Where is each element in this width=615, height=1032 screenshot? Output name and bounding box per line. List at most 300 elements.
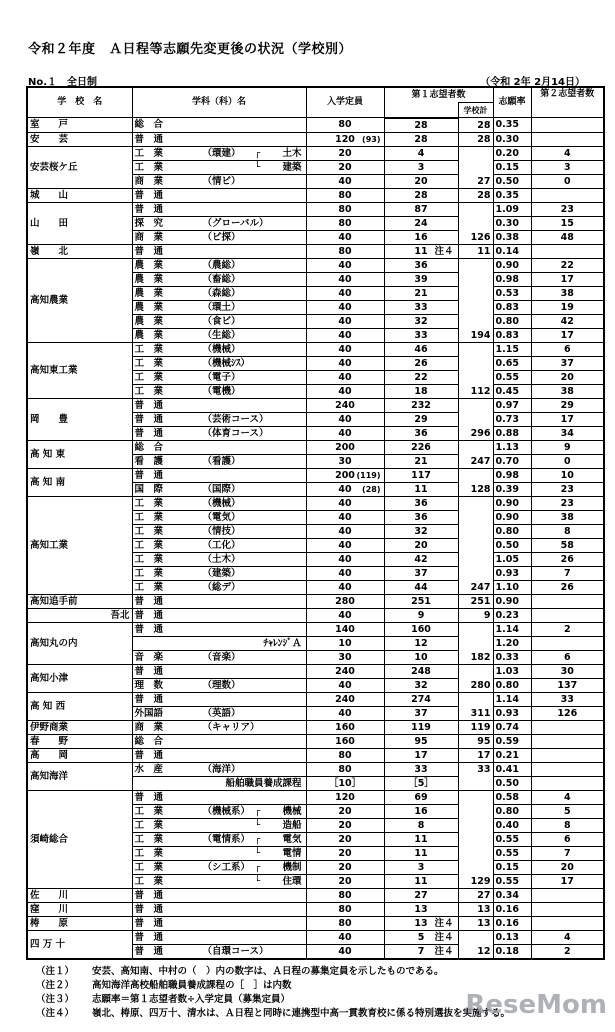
capacity-value: 80: [338, 217, 352, 229]
table-row: [27, 930, 604, 944]
first-choice-value: 251: [411, 595, 431, 607]
footnote-key: （注４）: [36, 1008, 75, 1019]
first-choice-cell: [384, 902, 458, 916]
school-name: 安芸桜ケ丘: [27, 146, 132, 188]
table-row: [27, 888, 604, 902]
first-choice-cell: [384, 482, 458, 496]
capacity-cell: [306, 916, 384, 930]
page-title: 令和２年度 Ａ日程等志願先変更後の状況（学校別）: [28, 42, 353, 57]
first-choice-cell: [384, 118, 458, 133]
application-rate: 0.14: [493, 244, 531, 258]
school-name: 山 田: [27, 202, 132, 244]
second-choice-value: 8: [531, 818, 604, 832]
application-rate: 0.83: [493, 300, 531, 314]
second-choice-value: 9: [531, 440, 604, 454]
department-name: 工 業: [134, 833, 164, 845]
table-row: [27, 734, 604, 748]
first-choice-value: 28: [414, 133, 428, 145]
second-choice-value: 20: [531, 370, 604, 384]
bracket-mark: ┌: [254, 833, 261, 845]
department-cell: [132, 412, 306, 426]
capacity-value: 40: [338, 609, 352, 621]
application-rate: 0.23: [493, 608, 531, 622]
first-choice-value: 28: [414, 189, 428, 201]
note-mark: 注４: [434, 945, 454, 957]
department-cell: [132, 692, 306, 706]
table-row: [27, 916, 604, 930]
second-choice-value: 17: [531, 272, 604, 286]
course-name: （シ工系）: [202, 861, 251, 873]
capacity-cell: [306, 734, 384, 748]
first-choice-cell: [384, 706, 458, 720]
capacity-value: 30: [338, 455, 352, 467]
department-name: 農 業: [134, 301, 164, 313]
department-name: 工 業: [134, 581, 164, 593]
capacity-cell: [306, 510, 384, 524]
second-choice-value: 42: [531, 314, 604, 328]
course-name: （看護）: [202, 455, 241, 467]
footnote-key: （注１）: [36, 966, 75, 977]
capacity-value: 80: [338, 763, 352, 775]
school-name: 四 万 十: [27, 930, 132, 959]
department-cell: [132, 118, 306, 133]
capacity-cell: [306, 930, 384, 944]
department-name: 工 業: [134, 511, 164, 523]
school-name: 佐 川: [27, 888, 132, 902]
capacity-cell: [306, 216, 384, 230]
bracket-mark: └: [254, 819, 261, 831]
application-rate: 0.55: [493, 370, 531, 384]
application-rate: 0.13: [493, 930, 531, 944]
application-rate: 0.15: [493, 860, 531, 874]
department-cell: [132, 790, 306, 804]
table-row: [27, 132, 604, 146]
first-choice-cell: [384, 468, 458, 482]
first-choice-value: 117: [411, 469, 431, 481]
capacity-value: 20: [338, 805, 352, 817]
application-rate: 0.33: [493, 650, 531, 664]
course-name: （情技）: [202, 525, 241, 537]
second-choice-value: 48: [531, 230, 604, 244]
department-name: 普 通: [134, 399, 164, 411]
department-cell: [132, 482, 306, 496]
capacity-cell: [306, 692, 384, 706]
department-cell: [132, 720, 306, 734]
second-choice-value: 7: [531, 846, 604, 860]
application-rate: 0.30: [493, 216, 531, 230]
first-choice-value: 27: [414, 889, 428, 901]
first-choice-value: 46: [414, 343, 428, 355]
first-choice-cell: [384, 314, 458, 328]
department-name: 工 業: [134, 805, 164, 817]
second-choice-value: [531, 594, 604, 608]
first-choice-value: 36: [414, 511, 428, 523]
a-schedule-capacity: (119): [356, 470, 381, 480]
first-choice-value: 18: [414, 385, 428, 397]
capacity-value: 20: [338, 847, 352, 859]
course-name: （機械ｼｽ）: [202, 357, 251, 369]
bracket-mark: ┌: [254, 805, 261, 817]
capacity-cell: [306, 888, 384, 902]
capacity-cell: [306, 188, 384, 202]
second-choice-value: 0: [531, 454, 604, 468]
department-cell: [132, 916, 306, 930]
department-cell: [132, 818, 306, 832]
second-choice-value: 23: [531, 496, 604, 510]
capacity-cell: [306, 132, 384, 146]
department-name: 工 業: [134, 343, 164, 355]
first-choice-cell: [384, 342, 458, 356]
first-choice-value: 232: [411, 399, 431, 411]
capacity-value: 40: [338, 707, 352, 719]
capacity-cell: [306, 650, 384, 664]
capacity-cell: [306, 832, 384, 846]
capacity-cell: [306, 846, 384, 860]
capacity-cell: [306, 118, 384, 133]
second-choice-value: 20: [531, 860, 604, 874]
capacity-value: 240: [335, 399, 355, 411]
first-choice-value: 42: [414, 553, 428, 565]
application-rate: 0.45: [493, 384, 531, 398]
second-choice-value: [531, 762, 604, 776]
department-cell: [132, 678, 306, 692]
capacity-cell: [306, 384, 384, 398]
second-choice-value: 4: [531, 930, 604, 944]
capacity-value: 40: [338, 483, 352, 495]
second-choice-value: 3: [531, 160, 604, 174]
department-name: 工 業: [134, 819, 164, 831]
capacity-cell: [306, 244, 384, 258]
capacity-value: 200: [335, 441, 355, 453]
department-name: 普 通: [134, 945, 164, 957]
second-choice-value: 58: [531, 538, 604, 552]
second-choice-value: 6: [531, 342, 604, 356]
second-choice-value: 38: [531, 384, 604, 398]
first-choice-cell: [384, 608, 458, 622]
application-rate: 1.15: [493, 342, 531, 356]
department-cell: [132, 538, 306, 552]
school-name: 吾北: [27, 608, 132, 622]
first-choice-cell: [384, 244, 458, 258]
first-choice-cell: [384, 398, 458, 412]
school-name: 高知海洋: [27, 762, 132, 790]
capacity-cell: [306, 902, 384, 916]
first-choice-cell: [384, 286, 458, 300]
application-rate: 1.20: [493, 636, 531, 650]
capacity-cell: [306, 440, 384, 454]
application-rate: 0.93: [493, 706, 531, 720]
first-choice-cell: [384, 860, 458, 874]
application-rate: 0.35: [493, 118, 531, 133]
department-name: 普 通: [134, 133, 164, 145]
first-choice-value: 8: [417, 819, 425, 831]
first-choice-value: 24: [414, 217, 428, 229]
application-rate: 0.88: [493, 426, 531, 440]
first-choice-value: 95: [414, 735, 428, 747]
first-choice-cell: [384, 594, 458, 608]
department-name: 農 業: [134, 315, 164, 327]
department-name: 農 業: [134, 329, 164, 341]
course-name: （土木）: [202, 553, 241, 565]
first-choice-value: 33: [414, 301, 428, 313]
course-name: （英語）: [202, 707, 241, 719]
first-choice-cell: [384, 720, 458, 734]
department-cell: [132, 650, 306, 664]
application-rate: 0.74: [493, 720, 531, 734]
department-name: 総 合: [134, 119, 164, 131]
capacity-value: 80: [338, 917, 352, 929]
school-name: 高知追手前: [27, 594, 132, 608]
application-rate: 0.93: [493, 566, 531, 580]
capacity-cell: [306, 314, 384, 328]
capacity-cell: [306, 468, 384, 482]
course-name: （体育コース）: [202, 427, 269, 439]
application-rate: 1.05: [493, 552, 531, 566]
capacity-cell: [306, 580, 384, 594]
first-choice-value: 20: [414, 539, 428, 551]
department-name: 普 通: [134, 413, 164, 425]
branch-name: 建築: [282, 161, 302, 173]
capacity-value: 40: [338, 567, 352, 579]
table-row: [27, 608, 604, 622]
application-rate: 0.59: [493, 734, 531, 748]
second-choice-value: 2: [531, 944, 604, 959]
application-rate: 0.90: [493, 258, 531, 272]
department-cell: [132, 748, 306, 762]
first-choice-cell: [384, 132, 458, 146]
table-row: [27, 692, 604, 706]
application-rate: 0.70: [493, 454, 531, 468]
department-cell: [132, 510, 306, 524]
second-choice-value: [531, 188, 604, 202]
school-name: 伊野商業: [27, 720, 132, 734]
a-schedule-capacity: (28): [362, 484, 381, 494]
department-name: 普 通: [134, 749, 164, 761]
second-choice-value: 34: [531, 426, 604, 440]
department-name: 商 業: [134, 231, 164, 243]
first-choice-cell: [384, 454, 458, 468]
application-rate: 0.50: [493, 776, 531, 790]
capacity-value: 240: [335, 665, 355, 677]
second-choice-value: 38: [531, 286, 604, 300]
school-name: 高 知 南: [27, 468, 132, 496]
application-rate: 0.40: [493, 818, 531, 832]
department-cell: [132, 846, 306, 860]
school-name: 岡 豊: [27, 398, 132, 440]
first-choice-cell: [384, 664, 458, 678]
table-row: [27, 244, 604, 258]
capacity-value: 40: [338, 581, 352, 593]
capacity-cell: [306, 398, 384, 412]
capacity-cell: [306, 356, 384, 370]
course-name: （建築）: [202, 567, 241, 579]
department-name: 工 業: [134, 567, 164, 579]
department-name: 普 通: [134, 889, 164, 901]
school-total: 28: [458, 188, 493, 202]
capacity-value: 40: [338, 413, 352, 425]
first-choice-value: 28: [414, 119, 428, 131]
department-cell: [132, 132, 306, 146]
capacity-value: 20: [338, 147, 352, 159]
capacity-value: 40: [338, 329, 352, 341]
first-choice-value: 20: [414, 175, 428, 187]
capacity-cell: [306, 496, 384, 510]
capacity-value: 40: [338, 539, 352, 551]
first-choice-cell: [384, 930, 458, 944]
subtitle: No.１ 全日制: [28, 77, 98, 88]
first-choice-value: 37: [414, 707, 428, 719]
course-name: （機械）: [202, 497, 241, 509]
first-choice-cell: [384, 426, 458, 440]
department-name: 工 業: [134, 875, 164, 887]
first-choice-value: 274: [411, 693, 431, 705]
capacity-value: 120: [335, 133, 355, 145]
capacity-value: 160: [335, 721, 355, 733]
school-name: 高知工業: [27, 496, 132, 594]
capacity-value: 80: [338, 889, 352, 901]
first-choice-value: 11: [414, 833, 428, 845]
first-choice-cell: [384, 496, 458, 510]
capacity-cell: [306, 678, 384, 692]
capacity-value: 40: [338, 553, 352, 565]
capacity-value: 80: [338, 119, 352, 131]
first-choice-value: 11: [414, 483, 428, 495]
capacity-value: 80: [338, 749, 352, 761]
table-row: [27, 762, 604, 776]
header-second-choice: 第２志望者数: [531, 87, 604, 118]
department-name: 普 通: [134, 189, 164, 201]
first-choice-value: 160: [411, 623, 431, 635]
application-rate: 0.98: [493, 272, 531, 286]
capacity-cell: [306, 454, 384, 468]
capacity-cell: [306, 552, 384, 566]
department-name: 水 産: [134, 763, 164, 775]
capacity-value: 20: [338, 833, 352, 845]
second-choice-value: [531, 734, 604, 748]
department-name: 商 業: [134, 721, 164, 733]
first-choice-cell: [384, 692, 458, 706]
school-total: 129: [458, 790, 493, 888]
first-choice-value: 12: [414, 637, 428, 649]
resemom-watermark: ReseMom: [465, 990, 607, 1020]
capacity-value: 40: [338, 497, 352, 509]
first-choice-cell: [384, 538, 458, 552]
report-date: （令和 2年 2月14日）: [480, 77, 585, 88]
first-choice-cell: [384, 524, 458, 538]
department-name: 普 通: [134, 623, 164, 635]
table-row: [27, 664, 604, 678]
first-choice-cell: [384, 552, 458, 566]
school-name: 春 野: [27, 734, 132, 748]
school-total: 27: [458, 888, 493, 902]
capacity-value: 40: [338, 427, 352, 439]
table-row: [27, 720, 604, 734]
school-total: 247: [458, 440, 493, 468]
course-name: （情ビ）: [202, 175, 241, 187]
first-choice-cell: [384, 916, 458, 930]
first-choice-cell: [384, 216, 458, 230]
table-row: [27, 468, 604, 482]
department-name: 工 業: [134, 147, 164, 159]
first-choice-cell: [384, 230, 458, 244]
capacity-value: 40: [338, 511, 352, 523]
first-choice-cell: [384, 790, 458, 804]
table-row: [27, 594, 604, 608]
bracket-mark: └: [254, 847, 261, 859]
capacity-value: 120: [335, 791, 355, 803]
first-choice-value: 87: [414, 203, 428, 215]
department-cell: [132, 342, 306, 356]
capacity-cell: [306, 286, 384, 300]
school-name: 高知東工業: [27, 342, 132, 398]
capacity-cell: [306, 874, 384, 888]
course-name: （森総）: [202, 287, 241, 299]
school-name: 梼 原: [27, 916, 132, 930]
branch-name: 電気: [282, 833, 302, 845]
department-cell: [132, 356, 306, 370]
table-row: [27, 342, 604, 356]
first-choice-value: 3: [417, 861, 425, 873]
school-total: 33: [458, 762, 493, 790]
first-choice-value: 44: [414, 581, 428, 593]
first-choice-value: 10: [414, 651, 428, 663]
branch-name: 住環: [282, 875, 302, 887]
department-cell: [132, 580, 306, 594]
second-choice-value: 37: [531, 356, 604, 370]
second-choice-value: 6: [531, 650, 604, 664]
note-mark: 注４: [434, 245, 454, 257]
capacity-value: 40: [338, 259, 352, 271]
department-cell: [132, 664, 306, 678]
capacity-cell: [306, 258, 384, 272]
department-cell: [132, 440, 306, 454]
capacity-cell: [306, 790, 384, 804]
first-choice-cell: [384, 748, 458, 762]
first-choice-value: 33: [414, 329, 428, 341]
header-school: 学 校 名: [27, 87, 132, 118]
department-name: 工 業: [134, 385, 164, 397]
department-name: 探 究: [134, 217, 164, 229]
header-school-total: 学校計: [458, 103, 493, 118]
capacity-cell: [306, 426, 384, 440]
first-choice-cell: [384, 202, 458, 216]
course-name: （キャリア）: [202, 721, 260, 733]
second-choice-value: 38: [531, 510, 604, 524]
capacity-cell: [306, 146, 384, 160]
capacity-value: 20: [338, 861, 352, 873]
first-choice-cell: [384, 580, 458, 594]
school-total: 9: [458, 608, 493, 622]
capacity-cell: [306, 608, 384, 622]
department-cell: [132, 398, 306, 412]
second-choice-value: 17: [531, 412, 604, 426]
school-total: 251: [458, 594, 493, 608]
department-cell: [132, 370, 306, 384]
capacity-cell: [306, 636, 384, 650]
department-name: 工 業: [134, 847, 164, 859]
course-name: （グローバル）: [202, 217, 269, 229]
application-rate: 0.55: [493, 874, 531, 888]
department-cell: [132, 272, 306, 286]
second-choice-value: 137: [531, 678, 604, 692]
application-rate: 0.16: [493, 916, 531, 930]
footnote: [36, 991, 290, 1005]
department-name: 農 業: [134, 273, 164, 285]
application-rate: 1.14: [493, 692, 531, 706]
school-total: 182: [458, 622, 493, 664]
course-name: （生総）: [202, 329, 241, 341]
capacity-value: 10: [338, 637, 352, 649]
